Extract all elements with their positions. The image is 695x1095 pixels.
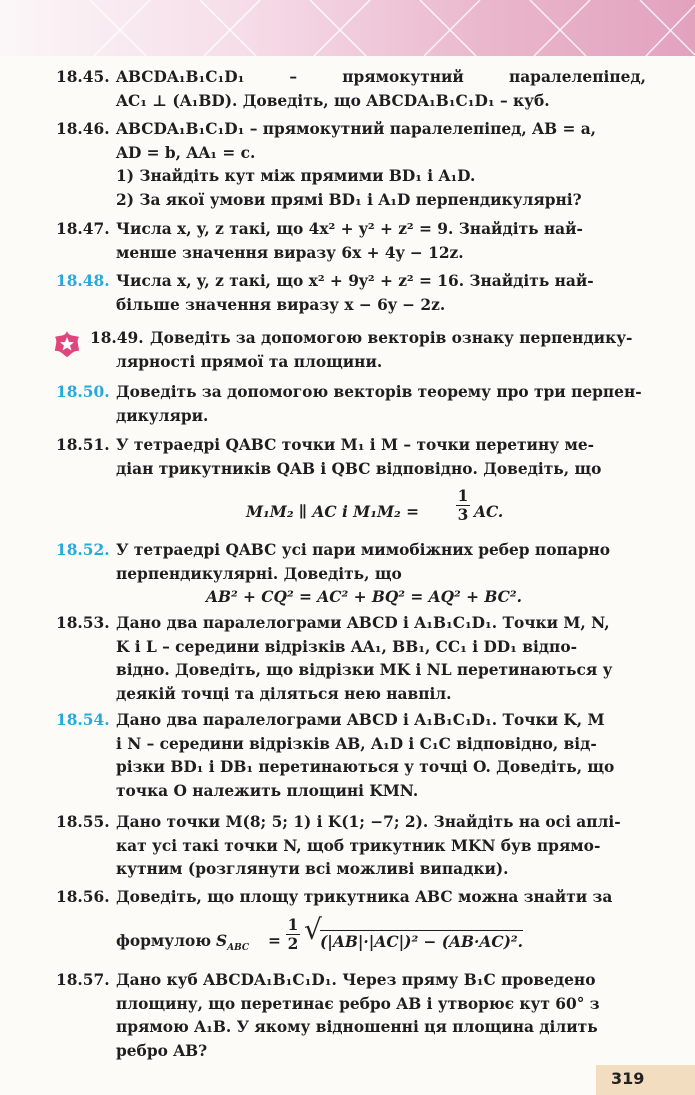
problem-formula-line: AB² + CQ² = AC² + BQ² = AQ² + BC². [206, 588, 522, 606]
problem-18-56 [56, 886, 646, 966]
problem-text-line: і N – середини відрізків AB, A₁D і C₁C відповідно, від- [116, 734, 597, 753]
problem-18-47 [56, 218, 646, 265]
sqrt-sign: √ [304, 912, 322, 946]
formula-right: AC. [474, 503, 504, 521]
problem-18-49 [90, 327, 646, 374]
problem-text-line: прямою A₁B. У якому відношенні ця площина ділить [116, 1018, 598, 1036]
problem-text-line: ABCDA₁B₁C₁D₁ – прямокутний паралелепіпед, [116, 68, 646, 86]
decorative-banner [0, 0, 695, 56]
page-number: 319 [611, 1069, 645, 1088]
problem-text-line: лярності прямої та площини. [116, 352, 383, 371]
formula-radicand: (|AB|·|AC|)² − (AB·AC)². [320, 930, 523, 955]
fraction-numerator: 1 [457, 487, 469, 505]
problem-number: 18.54. [56, 711, 110, 729]
problem-text-line: 2) За якої умови прямі BD₁ і A₁D перпендикулярні? [116, 190, 582, 209]
problem-18-45 [56, 66, 646, 113]
problem-list [0, 64, 695, 1064]
problem-number: 18.51. [56, 436, 110, 454]
problem-number: 18.52. [56, 541, 110, 559]
problem-text-line: діан трикутників QAB і QBC відповідно. Доведіть, що [116, 459, 602, 478]
problem-number: 18.46. [56, 120, 110, 138]
problem-18-50 [56, 381, 646, 428]
problem-number: 18.48. [56, 272, 110, 290]
problem-text-line: K і L – середини відрізків AA₁, BB₁, CC₁ і DD₁ відпо- [116, 637, 577, 656]
problem-text-line: Доведіть, що площу трикутника ABC можна знайти за [116, 888, 613, 906]
problem-text-line: Числа x, y, z такі, що x² + 9y² + z² = 16. Знайдіть най- [116, 272, 594, 290]
problem-text-line: ABCDA₁B₁C₁D₁ – прямокутний паралелепіпед, AB = a, [116, 120, 597, 138]
problem-number: 18.49. [90, 329, 144, 347]
formula [56, 914, 646, 966]
problem-number: 18.50. [56, 383, 110, 401]
problem-text-line: Доведіть за допомогою векторів теорему про три перпен- [116, 383, 642, 401]
problem-text-line: Дано точки M(8; 5; 1) і K(1; −7; 2). Знайдіть на осі аплі- [116, 813, 621, 831]
star-icon [52, 329, 82, 359]
formula-prefix: формулою [116, 931, 212, 950]
problem-18-55 [56, 811, 646, 882]
problem-text-line: площину, що перетинає ребро AB і утворює кут 60° з [116, 994, 600, 1013]
problem-text-line: Дано два паралелограми ABCD і A₁B₁C₁D₁. Точки M, N, [116, 614, 610, 632]
problem-number: 18.45. [56, 68, 110, 86]
problem-text-line: У тетраедрі QABC точки M₁ і M – точки перетину ме- [116, 436, 594, 454]
equals-sign: = [268, 931, 281, 950]
problem-number: 18.57. [56, 971, 110, 989]
fraction-denominator: 3 [457, 506, 469, 524]
problem-number: 18.53. [56, 614, 110, 632]
problem-18-46 [56, 118, 646, 212]
problem-18-57 [56, 969, 646, 1063]
problem-text-line: Доведіть за допомогою векторів ознаку перпендику- [150, 329, 633, 347]
problem-text-line: AD = b, AA₁ = c. [116, 143, 256, 162]
problem-number: 18.56. [56, 888, 110, 906]
problem-text-line: Числа x, y, z такі, що 4x² + y² + z² = 9. Знайдіть най- [116, 220, 583, 238]
problem-text-line: менше значення виразу 6x + 4y − 12z. [116, 243, 464, 262]
problem-text-line: точка O належить площині KMN. [116, 781, 419, 800]
problem-text-line: різки BD₁ і DB₁ перетинаються у точці O. Доведіть, що [116, 758, 615, 776]
problem-text-line: дикуляри. [116, 406, 209, 425]
problem-text-line: відно. Доведіть, що відрізки MK і NL перетинаються у [116, 661, 613, 679]
problem-text-line: кат усі такі точки N, щоб трикутник MKN був прямо- [116, 836, 601, 855]
problem-18-48 [56, 270, 646, 317]
problem-text-line: Дано два паралелограми ABCD і A₁B₁C₁D₁. Точки K, M [116, 711, 605, 729]
problem-18-51 [56, 434, 646, 537]
problem-text-line: ребро AB? [116, 1041, 208, 1060]
problem-18-52 [56, 539, 646, 610]
problem-text-line: 1) Знайдіть кут між прямими BD₁ і A₁D. [116, 167, 476, 185]
problem-text-line: У тетраедрі QABC усі пари мимобіжних ребер попарно [116, 541, 610, 559]
problem-number: 18.55. [56, 813, 110, 831]
problem-number: 18.47. [56, 220, 110, 238]
fraction-numerator: 1 [287, 915, 299, 934]
problem-text-line: AC₁ ⊥ (A₁BD). Доведіть, що ABCDA₁B₁C₁D₁ – куб. [116, 91, 550, 110]
formula-lhs: $S_{ABC}$ [216, 931, 250, 953]
problem-text-line: перпендикулярні. Доведіть, що [116, 564, 402, 583]
formula-left: M₁M₂ ∥ AC і M₁M₂ = [246, 503, 419, 521]
problem-18-54 [56, 709, 646, 803]
fraction-denominator: 2 [287, 934, 299, 953]
problem-18-53 [56, 612, 646, 706]
problem-text-line: Дано куб ABCDA₁B₁C₁D₁. Через пряму B₁C проведено [116, 971, 596, 989]
problem-text-line: кутним (розглянути всі можливі випадки). [116, 860, 509, 878]
problem-text-line: деякій точці та діляться нею навпіл. [116, 684, 452, 703]
formula [56, 487, 646, 537]
problem-text-line: більше значення виразу x − 6y − 2z. [116, 295, 446, 314]
